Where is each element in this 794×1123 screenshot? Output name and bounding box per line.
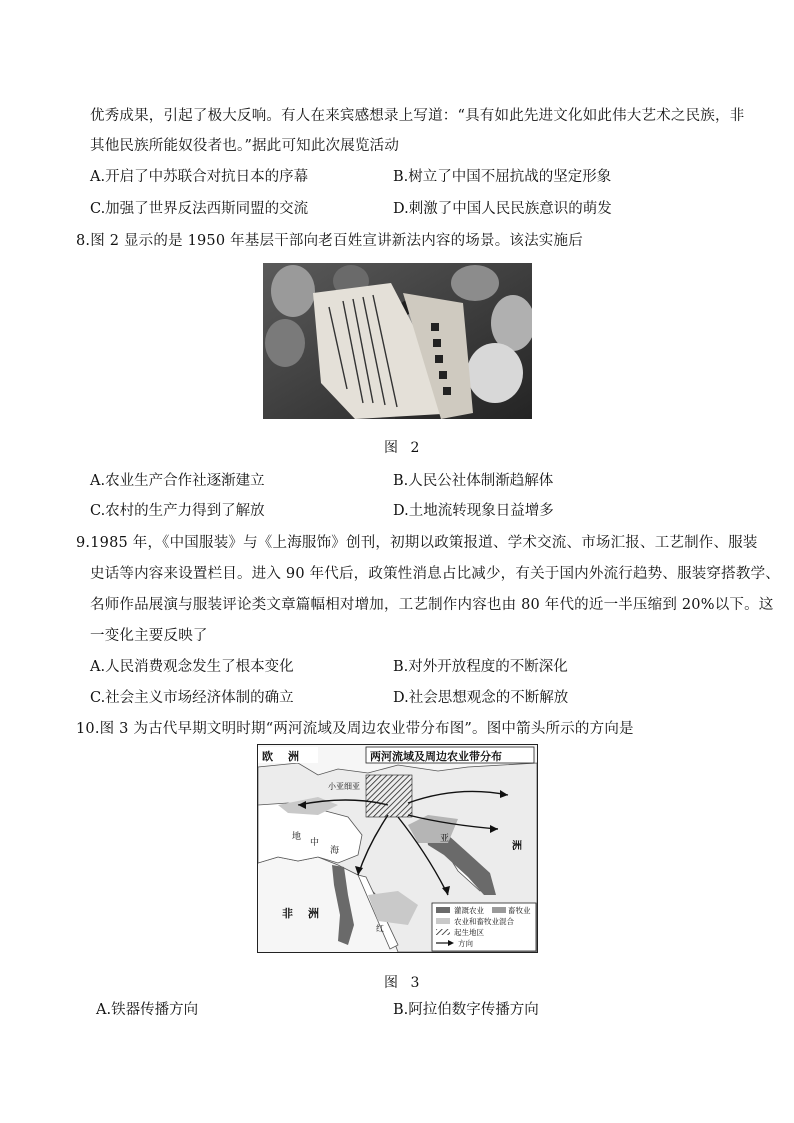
figure-3-map: [257, 744, 538, 953]
map-label-europe: 欧 洲: [262, 750, 301, 763]
map-label-asia-minor: 小亚细亚: [328, 782, 360, 791]
q9-option-d: D.社会思想观念的不断解放: [393, 690, 569, 706]
q7-option-b: B.树立了中国不屈抗战的坚定形象: [393, 169, 612, 185]
q7-stem-line1: 优秀成果，引起了极大反响。有人在来宾感想录上写道：“具有如此先进文化如此伟大艺术之民族，非: [90, 108, 745, 124]
q7-stem-line2: 其他民族所能奴役者也。”据此可知此次展览活动: [90, 138, 400, 154]
figure-3-caption: 图 3: [384, 975, 424, 991]
q8-option-b: B.人民公社体制渐趋解体: [393, 473, 554, 489]
map-title: 两河流域及周边农业带分布: [370, 750, 502, 763]
q7-option-a: A.开启了中苏联合对抗日本的序幕: [90, 169, 309, 185]
legend-mixed: 农业和畜牧业混合: [454, 917, 514, 926]
map-label-ya: 亚: [440, 834, 450, 844]
legend-pastoral: 畜牧业: [508, 906, 531, 915]
q10-option-b: B.阿拉伯数字传播方向: [393, 1002, 539, 1018]
legend-direction: 方向: [458, 939, 473, 948]
q9-stem-line3: 名师作品展演与服装评论类文章篇幅相对增加，工艺制作内容也由 80 年代的近一半压缩到 20%以下。这: [90, 597, 774, 613]
map-label-mediterranean-1: 地: [292, 832, 302, 842]
map-label-red-sea: 红: [376, 924, 384, 933]
figure-2-caption: 图 2: [384, 440, 424, 456]
map-label-africa: 非 洲: [282, 907, 321, 920]
q8-option-d: D.土地流转现象日益增多: [393, 503, 554, 519]
q10-stem: 10.图 3 为古代早期文明时期“两河流域及周边农业带分布图”。图中箭头所示的方向是: [76, 721, 634, 737]
map-label-mediterranean-3: 海: [330, 846, 340, 856]
figure-2-photo: [263, 263, 532, 419]
q8-stem: 8.图 2 显示的是 1950 年基层干部向老百姓宣讲新法内容的场景。该法实施后: [76, 233, 583, 249]
q8-option-a: A.农业生产合作社逐渐建立: [90, 473, 265, 489]
q10-option-a: A.铁器传播方向: [96, 1002, 199, 1018]
q8-option-c: C.农村的生产力得到了解放: [90, 503, 265, 519]
q9-stem-line2: 史话等内容来设置栏目。进入 90 年代后，政策性消息占比减少，有关于国内外流行趋势、服装穿搭教学、: [90, 566, 780, 582]
q7-option-c: C.加强了世界反法西斯同盟的交流: [90, 201, 309, 217]
q9-option-b: B.对外开放程度的不断深化: [393, 659, 568, 675]
legend-irrigated: 灌溉农业: [454, 906, 484, 915]
crowd-reading-document-image: [263, 263, 532, 419]
legend-origin: 起生地区: [454, 928, 484, 937]
map-label-zhou: 洲: [512, 841, 522, 852]
q9-option-c: C.社会主义市场经济体制的确立: [90, 690, 294, 706]
q7-option-d: D.刺激了中国人民民族意识的萌发: [393, 201, 612, 217]
q9-stem-line4: 一变化主要反映了: [90, 628, 208, 644]
q9-stem-line1: 9.1985 年，《中国服装》与《上海服饰》创刊，初期以政策报道、学术交流、市场汇报、工艺制作、服装: [76, 535, 758, 551]
map-label-mediterranean-2: 中: [310, 838, 320, 848]
q9-option-a: A.人民消费观念发生了根本变化: [90, 659, 294, 675]
